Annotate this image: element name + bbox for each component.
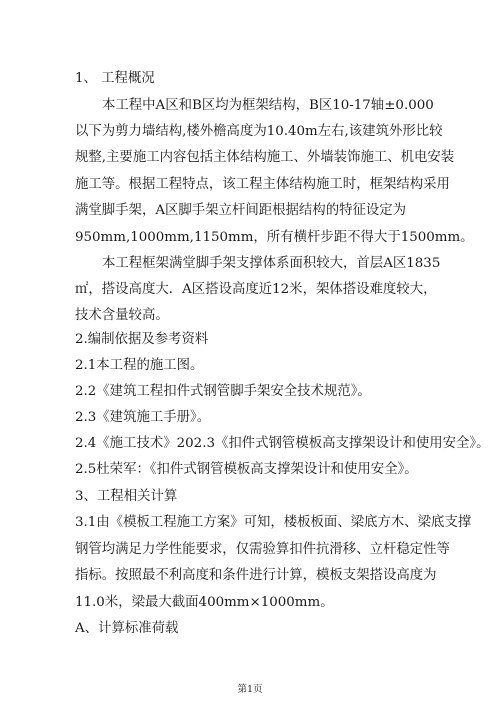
reference-item: 2.1本工程的施工图。 — [75, 358, 204, 373]
paragraph-line: 本工程框架满堂脚手架支撑体系面积较大，首层A区1835 — [102, 256, 441, 271]
page-number: 第1页 — [237, 684, 263, 695]
paragraph-line: 指标。按照最不利高度和条件进行计算，模板支架搭设高度为 — [75, 568, 437, 583]
paragraph-line: 规整,主要施工内容包括主体结构施工、外墙装饰施工、机电安装 — [75, 150, 455, 165]
heading-references: 2.编制依据及参考资料 — [75, 332, 209, 347]
paragraph-line: 11.0米，梁最大截面400mm×1000mm。 — [75, 595, 334, 610]
paragraph-line: ㎡，搭设高度大．A区搭设高度近12米，架体搭设难度较大， — [75, 282, 437, 297]
reference-item: 2.5杜荣军：《扣件式钢管模板高支撑架设计和使用安全》。 — [75, 462, 418, 477]
paragraph-line: 950mm,1000mm,1150mm，所有横杆步距不得大于1500mm。 — [75, 230, 474, 245]
paragraph-line: 以下为剪力墙结构,楼外檐高度为10.40m左右,该建筑外形比较 — [75, 124, 443, 139]
reference-item: 2.3《建筑施工手册》。 — [75, 410, 211, 425]
paragraph-line: 施工等。根据工程特点，该工程主体结构施工时，框架结构采用 — [75, 177, 450, 192]
reference-item: 2.4《施工技术》202.3《扣件式钢管模板高支撑架设计和使用安全》。 — [75, 436, 490, 451]
paragraph-line: 3.1由《模板工程施工方案》可知，楼板板面、梁底方木、梁底支撑 — [75, 515, 472, 530]
subheading-standard-loads: A、计算标准荷载 — [75, 621, 179, 636]
heading-calculations: 3、工程相关计算 — [75, 489, 178, 504]
paragraph-line: 技术含量较高。 — [75, 308, 169, 323]
paragraph-line: 本工程中A区和B区均为框架结构，B区10-17轴±0.000 — [102, 98, 434, 113]
heading-project-overview: 1、 工程概况 — [75, 71, 155, 86]
paragraph-line: 钢管均满足力学性能要求，仅需验算扣件抗滑移、立杆稳定性等 — [75, 542, 450, 557]
paragraph-line: 满堂脚手架，A区脚手架立杆间距根据结构的特征设定为 — [75, 203, 407, 218]
reference-item: 2.2《建筑工程扣件式钢管脚手架安全技术规范》。 — [75, 384, 371, 399]
